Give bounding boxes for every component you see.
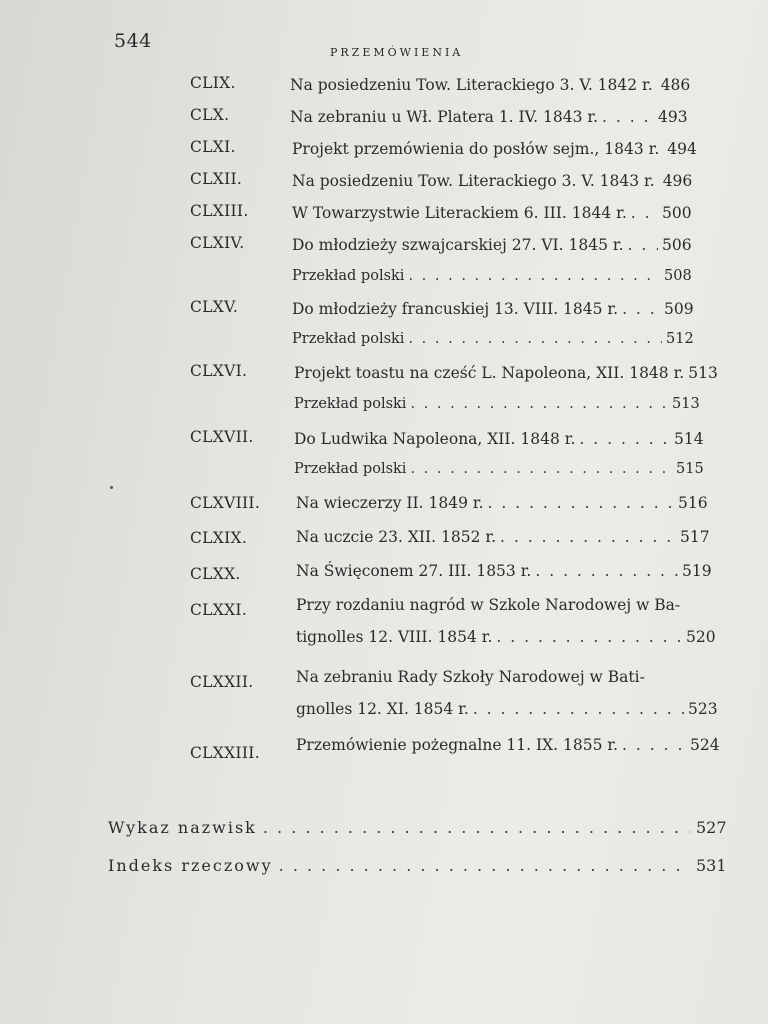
entry-numeral: CLXVI.	[190, 362, 248, 380]
running-head: PRZEMÓWIENIA	[330, 46, 464, 59]
toc-entry	[296, 562, 712, 580]
leader-dots	[579, 430, 670, 448]
leader-dots	[408, 268, 660, 284]
leader-dots	[279, 856, 690, 875]
entry-title: Do Ludwika Napoleona, XII. 1848 r.	[294, 430, 576, 448]
toc-entry	[294, 364, 718, 382]
leader-dots	[410, 396, 668, 412]
entry-page: 500	[662, 204, 692, 222]
toc-entry	[296, 736, 720, 754]
dust-speck	[110, 486, 113, 489]
entry-title: Do młodzieży francuskiej 13. VIII. 1845 r.	[292, 300, 619, 318]
back-matter-page: 531	[696, 856, 727, 875]
leader-dots	[263, 818, 690, 837]
page-number: 544	[114, 30, 152, 52]
toc-entry	[294, 430, 704, 448]
entry-title: Do młodzieży szwajcarskiej 27. VI. 1845 r.	[292, 236, 624, 254]
toc-entry	[292, 204, 692, 222]
leader-dots	[602, 108, 654, 126]
toc-entry-line-2	[296, 700, 718, 718]
entry-title: Na uczcie 23. XII. 1852 r.	[296, 528, 497, 546]
leader-dots	[631, 204, 658, 222]
entry-page: 509	[664, 300, 694, 318]
toc-entry	[290, 76, 691, 94]
entry-page: 496	[662, 172, 693, 190]
back-matter-page: 527	[696, 818, 727, 837]
toc-entry-line-1	[296, 668, 712, 686]
toc-entry	[296, 528, 710, 546]
entry-page: 512	[666, 331, 694, 347]
leader-dots	[410, 461, 672, 477]
leader-dots	[622, 736, 686, 754]
entry-title: Przekład polski	[294, 396, 407, 412]
entry-page: 516	[678, 494, 708, 512]
toc-subentry	[292, 268, 690, 284]
entry-title: Przekład polski	[292, 331, 405, 347]
toc-subentry	[292, 331, 692, 347]
toc-entry-line-2	[296, 628, 716, 646]
entry-title: Przemówienie pożegnalne 11. IX. 1855 r.	[296, 736, 619, 754]
entry-title: Projekt toastu na cześć L. Napoleona, XII. 1848 r.	[294, 364, 685, 382]
entry-title: Przekład polski	[292, 268, 405, 284]
entry-title: Na zebraniu Rady Szkoły Narodowej w Bati-	[296, 668, 645, 686]
entry-numeral: CLXIX.	[190, 529, 248, 547]
entry-numeral: CLX.	[190, 106, 230, 124]
entry-numeral: CLXII.	[190, 170, 243, 188]
back-matter-title: Indeks rzeczowy	[108, 856, 273, 875]
entry-numeral: CLXIV.	[190, 234, 245, 252]
entry-numeral: CLXI.	[190, 138, 236, 156]
entry-numeral: CLXXIII.	[190, 744, 260, 762]
entry-page: 493	[658, 108, 688, 126]
leader-dots	[488, 494, 674, 512]
entry-page: 517	[680, 528, 710, 546]
entry-numeral: CLXIII.	[190, 202, 249, 220]
entry-numeral: CLXVIII.	[190, 494, 261, 512]
entry-page: 486	[660, 76, 691, 94]
entry-numeral: CLIX.	[190, 74, 236, 92]
toc-entry	[292, 300, 694, 318]
toc-subentry	[294, 396, 698, 412]
back-matter-subject-index	[108, 856, 727, 875]
entry-title: W Towarzystwie Literackiem 6. III. 1844 r.	[292, 204, 627, 222]
entry-title: Na zebraniu u Wł. Platera 1. IV. 1843 r.	[290, 108, 599, 126]
leader-dots	[622, 300, 660, 318]
entry-title-continued: tignolles 12. VIII. 1854 r.	[296, 628, 493, 646]
entry-page: 513	[688, 364, 718, 382]
entry-page: 508	[664, 268, 692, 284]
entry-title: Na wieczerzy II. 1849 r.	[296, 494, 484, 512]
toc-entry	[292, 172, 693, 190]
entry-page: 524	[690, 736, 720, 754]
entry-page: 514	[674, 430, 704, 448]
leader-dots	[496, 628, 682, 646]
entry-title-continued: gnolles 12. XI. 1854 r.	[296, 700, 469, 718]
entry-title: Na Święconem 27. III. 1853 r.	[296, 562, 532, 580]
leader-dots	[500, 528, 676, 546]
entry-page: 515	[676, 461, 704, 477]
entry-page: 513	[672, 396, 700, 412]
entry-page: 523	[688, 700, 718, 718]
leader-dots	[473, 700, 684, 718]
entry-page: 494	[667, 140, 697, 158]
back-matter-title: Wykaz nazwisk	[108, 818, 257, 837]
toc-entry-line-1	[296, 596, 710, 614]
entry-title: Przekład polski	[294, 461, 407, 477]
back-matter-name-index	[108, 818, 727, 837]
entry-page: 520	[686, 628, 716, 646]
toc-entry	[292, 140, 697, 158]
entry-title: Projekt przemówienia do posłów sejm., 1843 r.	[292, 140, 660, 158]
entry-numeral: CLXV.	[190, 298, 239, 316]
toc-entry	[290, 108, 688, 126]
toc-subentry	[294, 461, 702, 477]
entry-numeral: CLXXI.	[190, 601, 248, 619]
leader-dots	[628, 236, 658, 254]
entry-page: 519	[682, 562, 712, 580]
entry-numeral: CLXXII.	[190, 673, 254, 691]
entry-numeral: CLXX.	[190, 565, 241, 583]
toc-entry	[296, 494, 708, 512]
leader-dots	[535, 562, 678, 580]
entry-page: 506	[662, 236, 692, 254]
entry-title: Przy rozdaniu nagród w Szkole Narodowej w Ba-	[296, 596, 681, 614]
leader-dots	[408, 331, 662, 347]
entry-numeral: CLXVII.	[190, 428, 254, 446]
entry-title: Na posiedzeniu Tow. Literackiego 3. V. 1842 r.	[290, 76, 653, 94]
toc-entry	[292, 236, 692, 254]
entry-title: Na posiedzeniu Tow. Literackiego 3. V. 1843 r.	[292, 172, 655, 190]
